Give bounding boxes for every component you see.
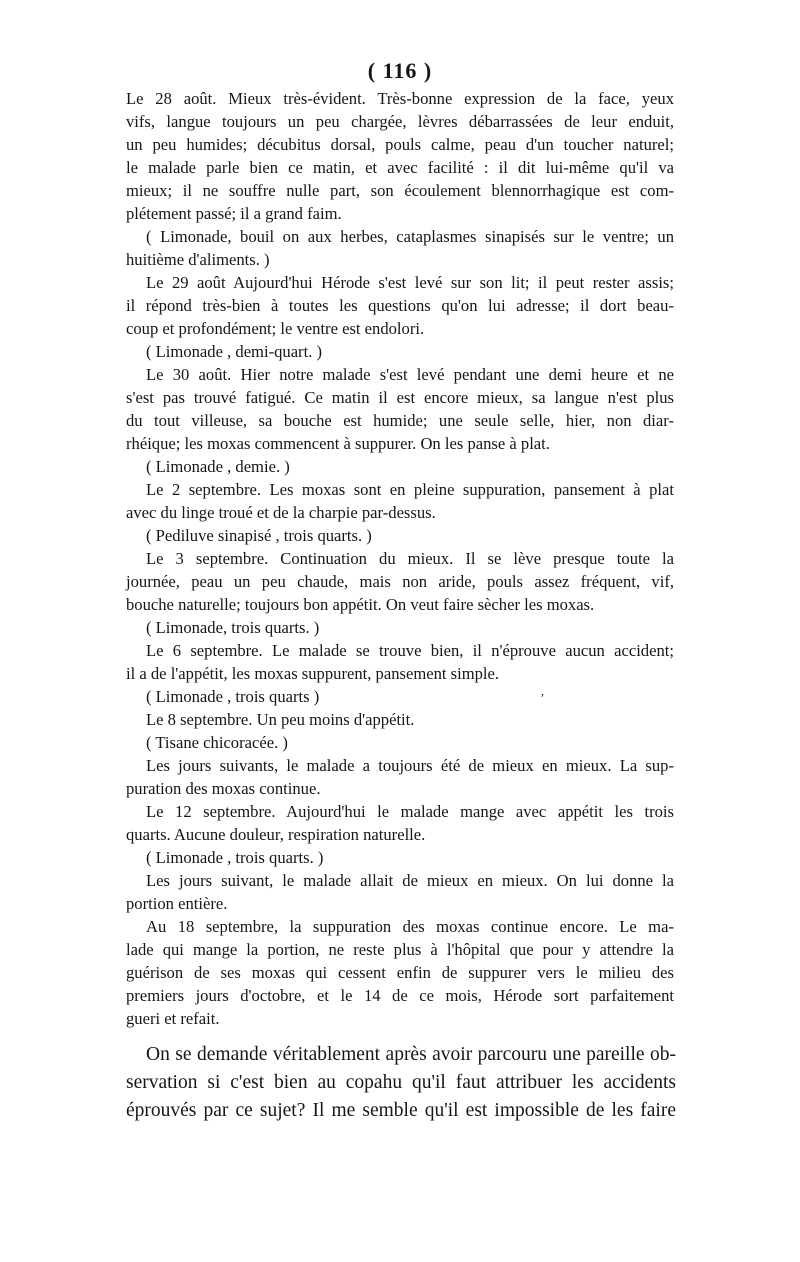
- text-line: ( Limonade , demi-quart. ): [146, 342, 323, 361]
- text-line: Le 29 août Aujourd'hui Hérode s'est levé sur son lit; il peut rester assis;: [146, 273, 674, 292]
- text-line: Le 2 septembre. Les moxas sont en pleine suppuration, pansement à plat: [146, 480, 674, 499]
- text-line: quarts. Aucune douleur, respiration naturelle.: [126, 825, 426, 844]
- text-line: il répond très-bien à toutes les questions qu'on lui adresse; il dort beau-: [126, 296, 674, 315]
- text-line: vifs, langue toujours un peu chargée, lèvres débarrassées de leur enduit,: [126, 112, 674, 131]
- text-line: il a de l'appétit, les moxas suppurent, pansement simple.: [126, 664, 500, 683]
- text-line: Le 8 septembre. Un peu moins d'appétit.: [146, 710, 415, 729]
- text-line: ( Limonade , trois quarts. ): [146, 848, 324, 867]
- text-line: Le 6 septembre. Le malade se trouve bien, il n'éprouve aucun accident;: [146, 641, 674, 660]
- text-line: journée, peau un peu chaude, mais non aride, pouls assez fréquent, vif,: [126, 572, 674, 591]
- text-line: Au 18 septembre, la suppuration des moxas continue encore. Le ma-: [146, 917, 674, 936]
- text-line: rhéique; les moxas commencent à suppurer. On les panse à plat.: [126, 434, 550, 453]
- text-line: avec du linge troué et de la charpie par-dessus.: [126, 503, 436, 522]
- text-line: huitième d'aliments. ): [126, 250, 270, 269]
- text-line: un peu humides; décubitus dorsal, pouls calme, peau d'un toucher naturel;: [126, 135, 674, 154]
- text-line: bouche naturelle; toujours bon appétit. On veut faire sècher les moxas.: [126, 595, 595, 614]
- text-line: Le 12 septembre. Aujourd'hui le malade mange avec appétit les trois: [146, 802, 674, 821]
- page-number: ( 116 ): [367, 58, 433, 83]
- text-line: ( Tisane chicoracée. ): [146, 733, 288, 752]
- text-line: mieux; il ne souffre nulle part, son écoulement blennorrhagique est com-: [126, 181, 674, 200]
- text-line: portion entière.: [126, 894, 228, 913]
- text-line: guérison de ses moxas qui cessent enfin de suppurer vers le milieu des: [126, 963, 674, 982]
- stray-mark: ,: [541, 684, 544, 698]
- text-line: premiers jours d'octobre, et le 14 de ce mois, Hérode sort parfaitement: [126, 986, 674, 1005]
- text-line: ( Limonade , demie. ): [146, 457, 290, 476]
- text-line: Les jours suivant, le malade allait de mieux en mieux. On lui donne la: [146, 871, 674, 890]
- text-line: Le 30 août. Hier notre malade s'est levé pendant une demi heure et ne: [146, 365, 674, 384]
- text-line: gueri et refait.: [126, 1009, 220, 1028]
- text-line: ( Limonade, bouil on aux herbes, cataplasmes sinapisés sur le ventre; un: [146, 227, 674, 246]
- text-line: lade qui mange la portion, ne reste plus à l'hôpital que pour y attendre la: [126, 940, 674, 959]
- text-line: ( Limonade, trois quarts. ): [146, 618, 320, 637]
- text-line: ( Pediluve sinapisé , trois quarts. ): [146, 526, 372, 545]
- text-line: le malade parle bien ce matin, et avec facilité : il dit lui-même qu'il va: [126, 158, 674, 177]
- text-line: plétement passé; il a grand faim.: [126, 204, 342, 223]
- closing-line: servation si c'est bien au copahu qu'il faut attribuer les accidents: [126, 1072, 676, 1093]
- text-line: s'est pas trouvé fatigué. Ce matin il est encore mieux, sa langue n'est plus: [126, 388, 674, 407]
- text-line: puration des moxas continue.: [126, 779, 321, 798]
- text-line: ( Limonade , trois quarts ): [146, 687, 320, 706]
- text-line: du tout villeuse, sa bouche est humide; une seule selle, hier, non diar-: [126, 411, 674, 430]
- closing-line: On se demande véritablement après avoir parcouru une pareille ob-: [146, 1044, 676, 1065]
- text-line: Les jours suivants, le malade a toujours été de mieux en mieux. La sup-: [146, 756, 674, 775]
- text-line: Le 28 août. Mieux très-évident. Très-bonne expression de la face, yeux: [126, 89, 674, 108]
- closing-line: éprouvés par ce sujet? Il me semble qu'il est impossible de les faire: [126, 1100, 676, 1121]
- text-line: coup et profondément; le ventre est endolori.: [126, 319, 425, 338]
- text-line: Le 3 septembre. Continuation du mieux. Il se lève presque toute la: [146, 549, 674, 568]
